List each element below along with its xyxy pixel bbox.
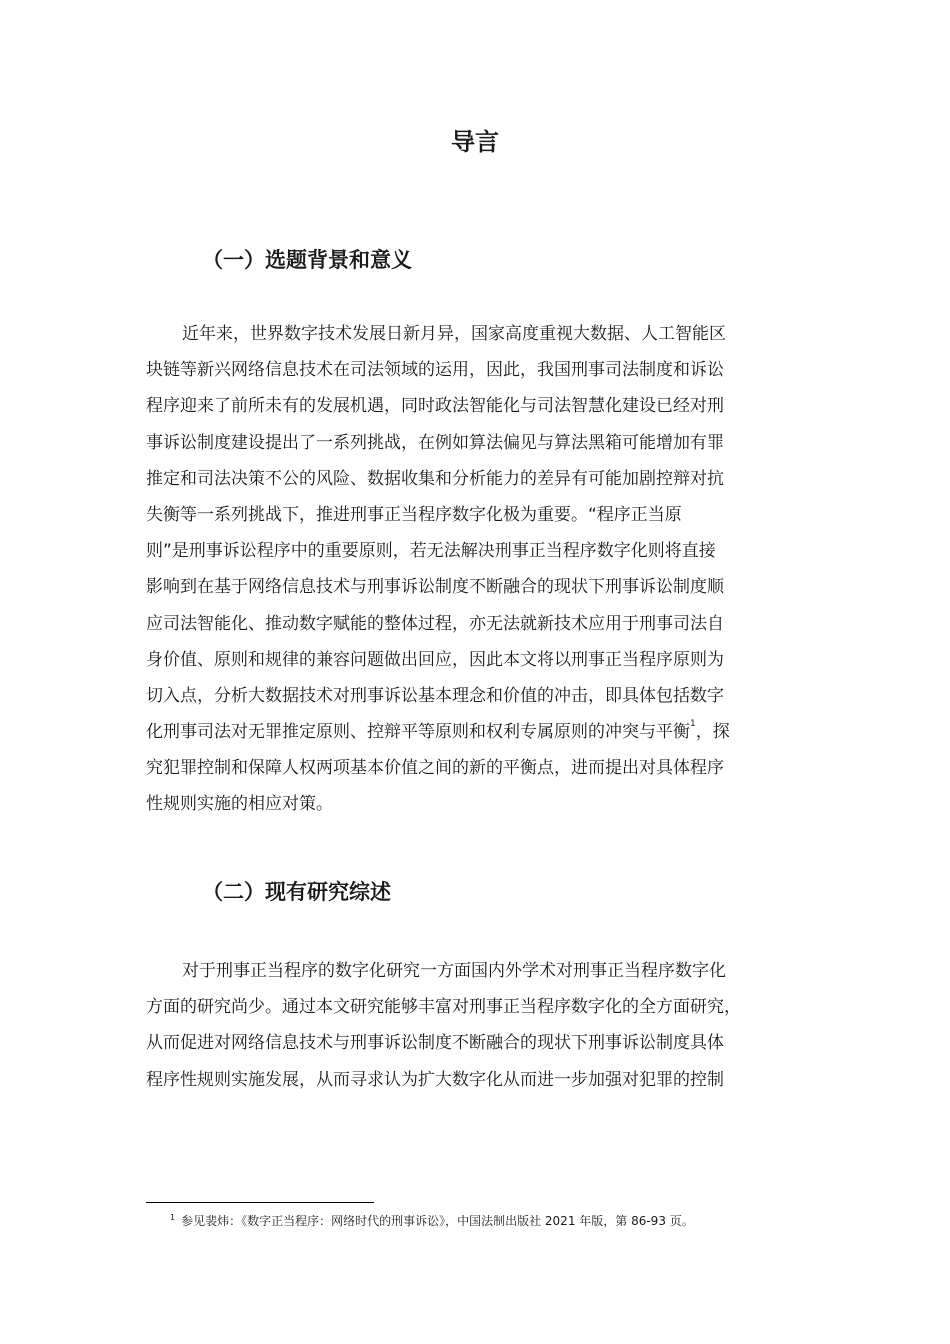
section-heading-review: （二）现有研究综述	[202, 880, 391, 904]
footnote	[170, 1212, 694, 1230]
footnote-separator	[146, 1202, 374, 1203]
text-line: 对于刑事正当程序的数字化研究一方面国内外学术对刑事正当程序数字化	[182, 961, 726, 981]
text-line: 块链等新兴网络信息技术在司法领域的运用，因此，我国刑事司法制度和诉讼	[146, 360, 724, 381]
text-line: 究犯罪控制和保障人权两项基本价值之间的新的平衡点，进而提出对具体程序	[146, 758, 724, 779]
text-line: 影响到在基于网络信息技术与刑事诉讼制度不断融合的现状下刑事诉讼制度顺	[146, 577, 724, 598]
text-line: 化刑事司法对无罪推定原则、控辩平等原则和权利专属原则的冲突与平衡$^1$，探	[146, 719, 730, 743]
text-line: 切入点，分析大数据技术对刑事诉讼基本理念和价值的冲击，即具体包括数字	[146, 685, 724, 706]
text-line: 身价值、原则和规律的兼容问题做出回应，因此本文将以刑事正当程序原则为	[146, 649, 724, 670]
text-line: 性规则实施的相应对策。	[146, 794, 333, 815]
text-line: 程序性规则实施发展，从而寻求认为扩大数字化从而进一步加强对犯罪的控制	[146, 1069, 724, 1090]
section-heading-background: （一）选题背景和意义	[202, 248, 412, 272]
text-line: 应司法智能化、推动数字赋能的整体过程，亦无法就新技术应用于刑事司法自	[146, 613, 724, 634]
text-line: 从而促进对网络信息技术与刑事诉讼制度不断融合的现状下刑事诉讼制度具体	[146, 1033, 724, 1054]
text-line: 失衡等一系列挑战下，推进刑事正当程序数字化极为重要。“程序正当原	[146, 504, 682, 525]
footnote-marker: 1	[170, 1213, 176, 1222]
footnote-reference[interactable]: 1	[690, 719, 696, 730]
page-title: 导言	[451, 128, 499, 156]
text-line: 则”是刑事诉讼程序中的重要原则，若无法解决刑事正当程序数字化则将直接	[146, 541, 716, 562]
text-line: 事诉讼制度建设提出了一系列挑战，在例如算法偏见与算法黑箱可能增加有罪	[146, 432, 724, 453]
paragraph-review	[146, 953, 811, 1098]
footnote-text: 参见裴炜：《数字正当程序：网络时代的刑事诉讼》，中国法制出版社 2021 年版，第 86-93 页。	[181, 1214, 694, 1228]
paragraph-background	[146, 316, 811, 823]
text-line: 方面的研究尚少。通过本文研究能够丰富对刑事正当程序数字化的全方面研究，	[146, 997, 741, 1018]
text-line: 近年来，世界数字技术发展日新月异，国家高度重视大数据、人工智能区	[182, 324, 726, 344]
text-line: 推定和司法决策不公的风险、数据收集和分析能力的差异有可能加剧控辩对抗	[146, 468, 724, 489]
text-line: 程序迎来了前所未有的发展机遇，同时政法智能化与司法智慧化建设已经对刑	[146, 396, 724, 417]
